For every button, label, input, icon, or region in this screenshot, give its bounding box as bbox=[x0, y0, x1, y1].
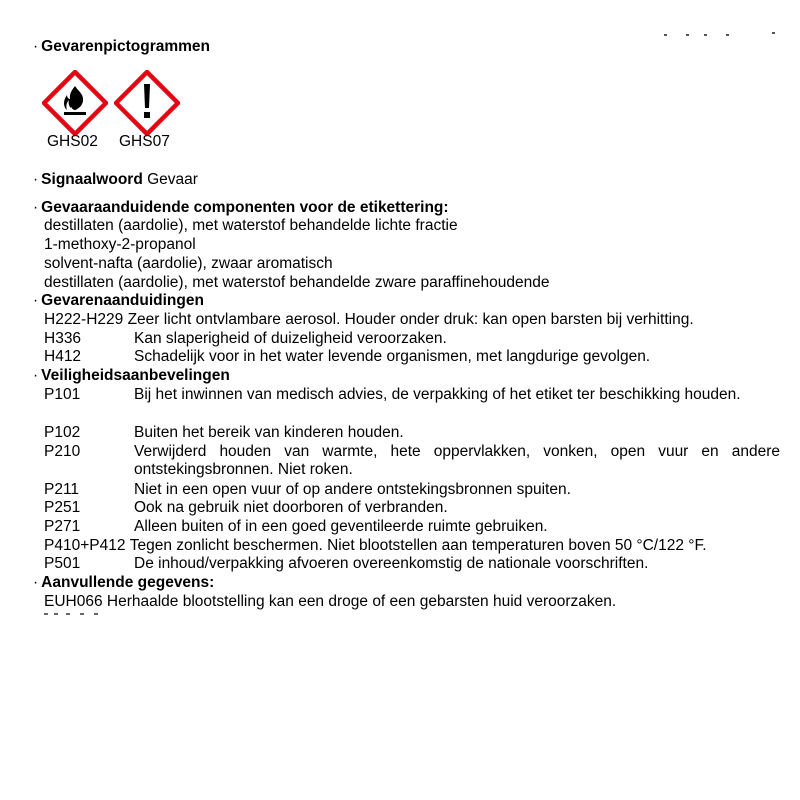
hazard-statement-row bbox=[44, 311, 780, 329]
statement-text: Kan slaperigheid of duizeligheid veroorzaken. bbox=[134, 330, 447, 347]
statement-text: Herhaalde blootstelling kan een droge of een gebarsten huid veroorzaken. bbox=[106, 593, 617, 610]
pictogram-ghs07 bbox=[112, 70, 184, 160]
pictogram-ghs02 bbox=[40, 70, 112, 160]
statement-text: Bij het inwinnen van medisch advies, de verpakking of het etiket ter beschikking houden. bbox=[134, 386, 741, 403]
precautionary-statement-row bbox=[44, 537, 780, 555]
statement-code: P271 bbox=[44, 518, 81, 535]
statement-text: Tegen zonlicht beschermen. Niet blootstellen aan temperaturen boven 50 °C/122 °F. bbox=[129, 537, 707, 554]
exclamation-mark-icon bbox=[114, 70, 180, 136]
statement-text: Verwijderd houden van warmte, hete oppervlakken, vonken, open vuur en andere ontstekingsbronnen. Niet roken. bbox=[134, 443, 780, 478]
statement-text: Schadelijk voor in het water levende organismen, met langdurige gevolgen. bbox=[134, 348, 651, 365]
statement-code: H412 bbox=[44, 348, 82, 365]
supplemental-heading: · Aanvullende gegevens: bbox=[33, 574, 215, 591]
component-line: destillaten (aardolie), met waterstof behandelde lichte fractie bbox=[44, 217, 458, 234]
signal-word: · Signaalwoord Gevaar bbox=[33, 171, 198, 188]
statement-code: P251 bbox=[44, 499, 81, 516]
statement-code: P410+P412 bbox=[44, 537, 130, 554]
statement-code: P101 bbox=[44, 386, 81, 403]
pictogram-code: GHS07 bbox=[119, 133, 170, 150]
statement-text: De inhoud/verpakking afvoeren overeenkomstig de nationale voorschriften. bbox=[134, 555, 649, 572]
statement-code: P501 bbox=[44, 555, 81, 572]
supplemental-statement-row bbox=[44, 593, 780, 611]
pictograms-heading: · Gevarenpictogrammen bbox=[33, 38, 211, 55]
statement-code: P211 bbox=[44, 481, 80, 498]
statement-code: H222-H229 bbox=[44, 311, 128, 328]
signal-word-value: Gevaar bbox=[147, 171, 198, 188]
statement-text: Buiten het bereik van kinderen houden. bbox=[134, 424, 404, 441]
signal-word-label: Signaalwoord bbox=[41, 171, 143, 188]
statement-text: Ook na gebruik niet doorboren of verbranden. bbox=[134, 499, 448, 516]
statement-text: Niet in een open vuur of op andere ontstekingsbronnen spuiten. bbox=[134, 481, 571, 498]
statement-code: H336 bbox=[44, 330, 82, 347]
statement-text: Alleen buiten of in een goed geventileerde ruimte gebruiken. bbox=[134, 518, 548, 535]
pictogram-code: GHS02 bbox=[47, 133, 98, 150]
statement-code: EUH066 bbox=[44, 593, 107, 610]
precautionary-statements-heading: · Veiligheidsaanbevelingen bbox=[33, 367, 230, 384]
pictogram-list bbox=[40, 70, 200, 160]
statement-text: Zeer licht ontvlambare aerosol. Houder onder druk: kan open barsten bij verhitting. bbox=[127, 311, 694, 328]
statement-code: P102 bbox=[44, 424, 81, 441]
component-line: destillaten (aardolie), met waterstof behandelde zware paraffinehoudende bbox=[44, 274, 550, 291]
statement-code: P210 bbox=[44, 443, 81, 460]
flame-icon bbox=[42, 70, 108, 136]
component-line: solvent-nafta (aardolie), zwaar aromatisch bbox=[44, 255, 333, 272]
components-heading: · Gevaaraanduidende componenten voor de etikettering: bbox=[33, 199, 449, 216]
component-line: 1-methoxy-2-propanol bbox=[44, 236, 196, 253]
hazard-statements-heading: · Gevarenaanduidingen bbox=[33, 292, 204, 309]
cutoff-text-fragment bbox=[44, 612, 114, 616]
header-cutoff-marks bbox=[660, 28, 780, 38]
